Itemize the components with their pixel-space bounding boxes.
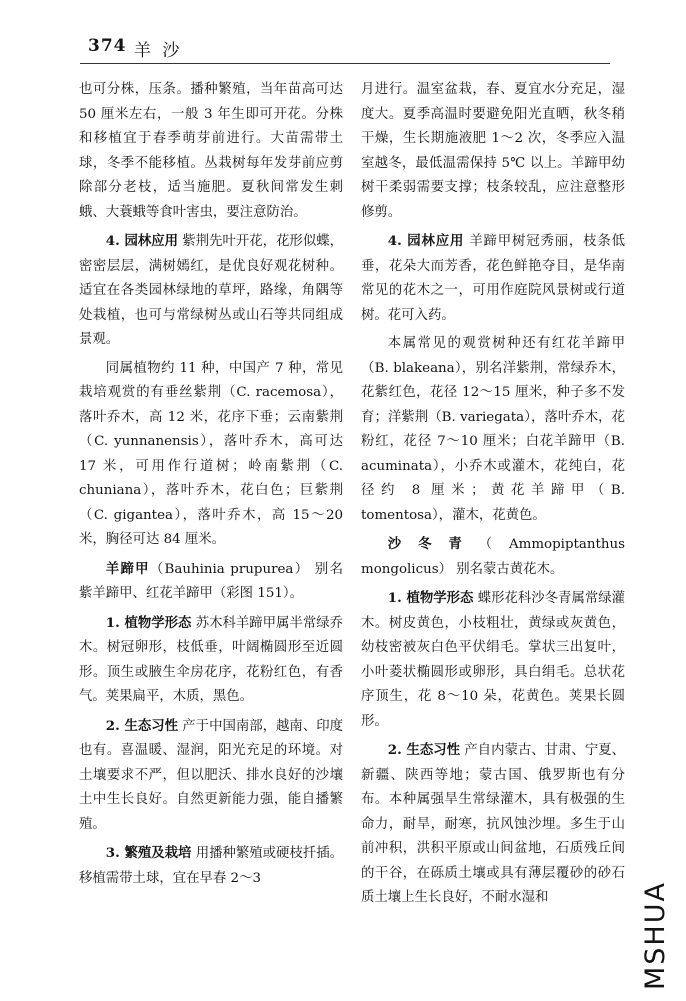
section-heading: 3. 繁殖及栽培 [105, 845, 192, 861]
running-title: 羊 沙 [134, 41, 183, 61]
species-synonyms: （Bauhinia prupurea） 别名紫羊蹄甲、红花羊蹄甲（彩图 151）。 [79, 561, 343, 601]
paragraph-text: 用播种繁殖或硬枝扦插。移植需带土球，宜在早春 2～3 [79, 846, 343, 886]
species-name: 羊蹄甲 [105, 560, 150, 577]
paragraph [361, 586, 625, 734]
page-number: 374 [88, 36, 127, 56]
species-synonyms: （Ammopiptanthus mongolicus） 别名蒙古黄花木。 [361, 537, 625, 577]
section-heading: 2. 生态习性 [387, 742, 461, 758]
section-heading: 1. 植物学形态 [105, 614, 192, 631]
section-heading: 1. 植物学形态 [387, 590, 474, 606]
paragraph-text: 产于中国南部，越南、印度也有。喜温暖、湿润，阳光充足的环境。对土壤要求不严，但以肥沃、排水良好的沙壤土中生长良好。自然更新能力强，能自播繁殖。 [79, 718, 343, 832]
section-heading: 4. 园林应用 [387, 233, 465, 249]
right-column [361, 78, 625, 948]
watermark: MSHUA [640, 881, 671, 990]
section-heading: 4. 园林应用 [105, 233, 179, 249]
paragraph-text: 苏木科羊蹄甲属半常绿乔木。树冠卵形，枝低垂，叶阔椭圆形至近圆形。顶生或腋生伞房花序，花粉红色，有香气。荚果扁平，木质，黑色。 [79, 615, 343, 704]
paragraph-text: 羊蹄甲树冠秀丽，枝条低垂，花朵大而芳香，花色鲜艳夺目，是华南常见的花木之一，可用作庭院风景树或行道树。花可入药。 [361, 234, 625, 323]
section-heading: 2. 生态习性 [105, 717, 179, 734]
paragraph [79, 841, 343, 891]
paragraph: 本属常见的观赏树种还有红花羊蹄甲（B. blakeana），别名洋紫荆，常绿乔木，花紫红色，花径 12～15 厘米，种子多不发育；洋紫荆（B. variegata），落叶乔木，花粉红，花径 7～10 厘米；白花羊蹄甲（B. acuminata），小乔木或灌木，花纯白，花径约 8 厘米；黄花羊蹄甲（B. tomentosa），灌木，花黄色。 [361, 336, 625, 523]
paragraph: 月进行。温室盆栽，春、夏宜水分充足，湿度大。夏季高温时要避免阳光直晒，秋冬稍干燥，生长期施液肥 1～2 次，冬季应入温室越冬，最低温需保持 5℃ 以上。羊蹄甲幼树干柔弱需要支撑；枝条较乱，应注意整形修剪。 [361, 82, 625, 220]
paragraph-text: 紫荆先叶开花，花形似蝶，密密层层，满树嫣红，是优良好观花树种。适宜在各类园林绿地的草坪，路缘，角隅等处栽植，也可与常绿树丛或山石等共同组成景观。 [79, 234, 343, 347]
paragraph-text: 产自内蒙古、甘肃、宁夏、新疆、陕西等地；蒙古国、俄罗斯也有分布。本种属强旱生常绿灌木，具有极强的生命力，耐旱，耐寒，抗风蚀沙埋。多生于山前冲积，洪积平原或山间盆地，石质残丘间的干谷，在砾质土壤或具有薄层覆砂的砂石质土壤上生长良好，不耐水湿和 [361, 743, 625, 905]
species-name: 沙冬青 [387, 536, 479, 552]
species-entry [361, 532, 625, 582]
header-rule [80, 63, 610, 64]
paragraph [361, 229, 625, 328]
left-column [79, 78, 343, 948]
paragraph: 也可分株，压条。播种繁殖，当年苗高可达 50 厘米左右，一般 3 年生即可开花。分株和移植宜于春季萌芽前进行。大苗需带土球，冬季不能移植。丛栽树每年发芽前应剪除部分老枝，适当施肥。夏秋间常发生刺蛾、大蓑蛾等食叶害虫，要注意防治。 [79, 82, 343, 220]
page-header [88, 36, 608, 62]
species-entry [79, 557, 343, 607]
paragraph: 同属植物约 11 种，中国产 7 种，常见栽培观赏的有垂丝紫荆（C. racemosa），落叶乔木，高 12 米，花序下垂；云南紫荆（C. yunnanensis），落叶乔木，高可达 17 米，可用作行道树；岭南紫荆（C. chuniana），落叶乔木，花白色；巨紫荆（C. gigantea），落叶乔木，高 15～20 米，胸径可达 84 厘米。 [79, 360, 343, 547]
paragraph [79, 611, 343, 710]
paragraph-text: 蝶形花科沙冬青属常绿灌木。树皮黄色，小枝粗壮，黄绿或灰黄色，幼枝密被灰白色平伏绢毛。掌状三出复叶，小叶菱状椭圆形或卵形，具白绢毛。总状花序顶生，花 8～10 朵，花黄色。荚果长圆形。 [361, 591, 625, 729]
paragraph [361, 738, 625, 911]
paragraph [79, 229, 343, 353]
paragraph [79, 714, 343, 838]
